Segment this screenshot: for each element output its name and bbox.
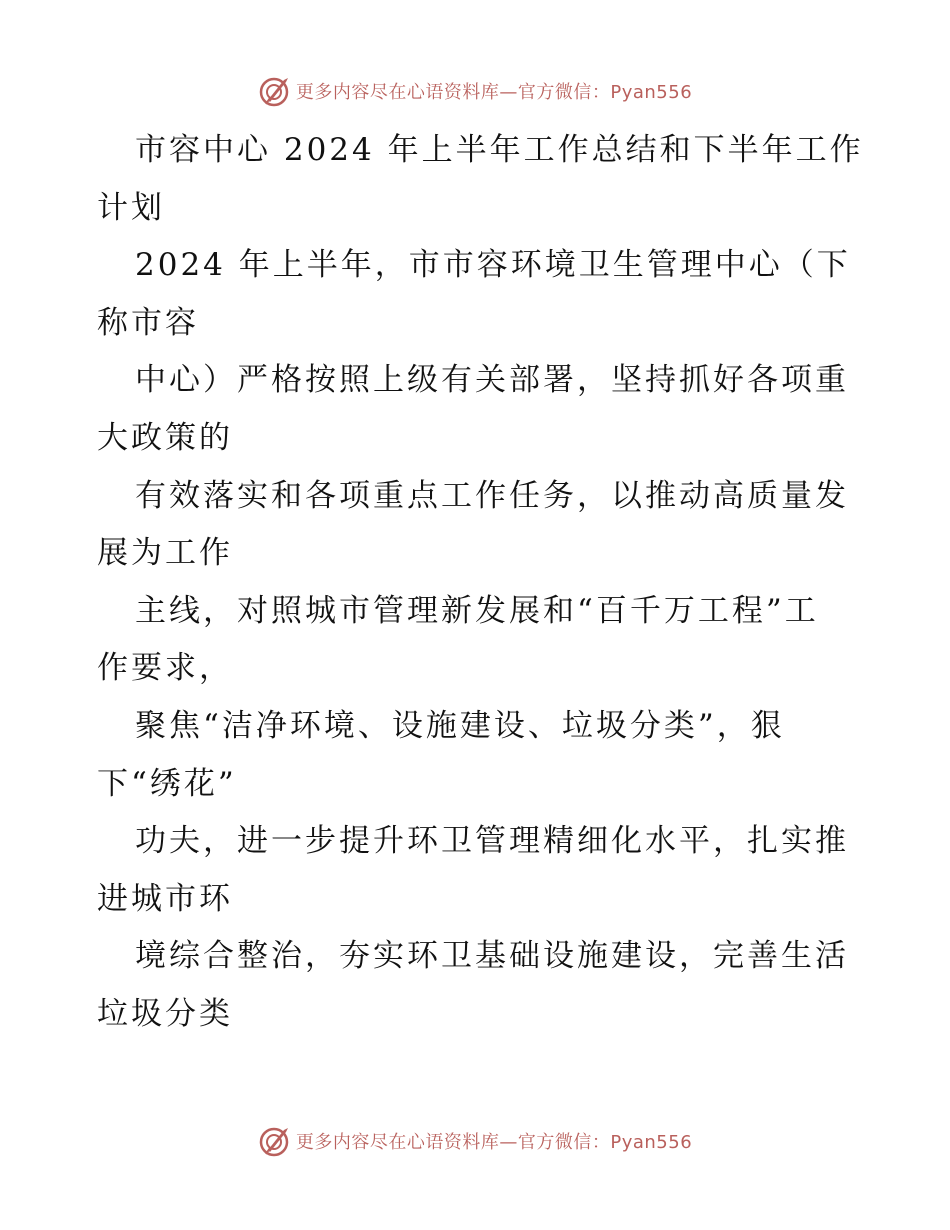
document-line: 进城市环 xyxy=(97,880,233,917)
header-banner xyxy=(0,73,950,109)
document-line: 称市容 xyxy=(97,304,199,341)
document-line: 有效落实和各项重点工作任务，以推动高质量发 xyxy=(135,477,849,514)
document-line: 主线，对照城市管理新发展和“百千万工程”工 xyxy=(135,592,819,629)
document-line: 2024 年上半年，市市容环境卫生管理中心（下 xyxy=(135,247,851,284)
document-line: 下“绣花” xyxy=(97,765,237,802)
document-line: 作要求， xyxy=(97,650,233,687)
document-line: 展为工作 xyxy=(97,535,233,572)
document-line: 计划 xyxy=(97,189,165,226)
document-line: 功夫，进一步提升环卫管理精细化水平，扎实推 xyxy=(135,823,849,860)
footer-banner-text: 更多内容尽在心语资料库—官方微信：Pyan556 xyxy=(295,1132,693,1153)
document-line: 大政策的 xyxy=(97,419,233,456)
footer-banner xyxy=(0,1123,950,1159)
quill-pen-icon xyxy=(258,1124,292,1158)
document-line: 中心）严格按照上级有关部署，坚持抓好各项重 xyxy=(135,362,849,399)
document-body xyxy=(97,122,864,1044)
document-line: 垃圾分类 xyxy=(97,995,233,1032)
document-line: 聚焦“洁净环境、设施建设、垃圾分类”，狠 xyxy=(135,707,785,744)
document-line: 境综合整治，夯实环卫基础设施建设，完善生活 xyxy=(135,938,849,975)
header-banner-text: 更多内容尽在心语资料库—官方微信：Pyan556 xyxy=(295,82,693,103)
quill-pen-icon xyxy=(258,74,292,108)
document-line: 市容中心 2024 年上半年工作总结和下半年工作 xyxy=(135,132,864,168)
